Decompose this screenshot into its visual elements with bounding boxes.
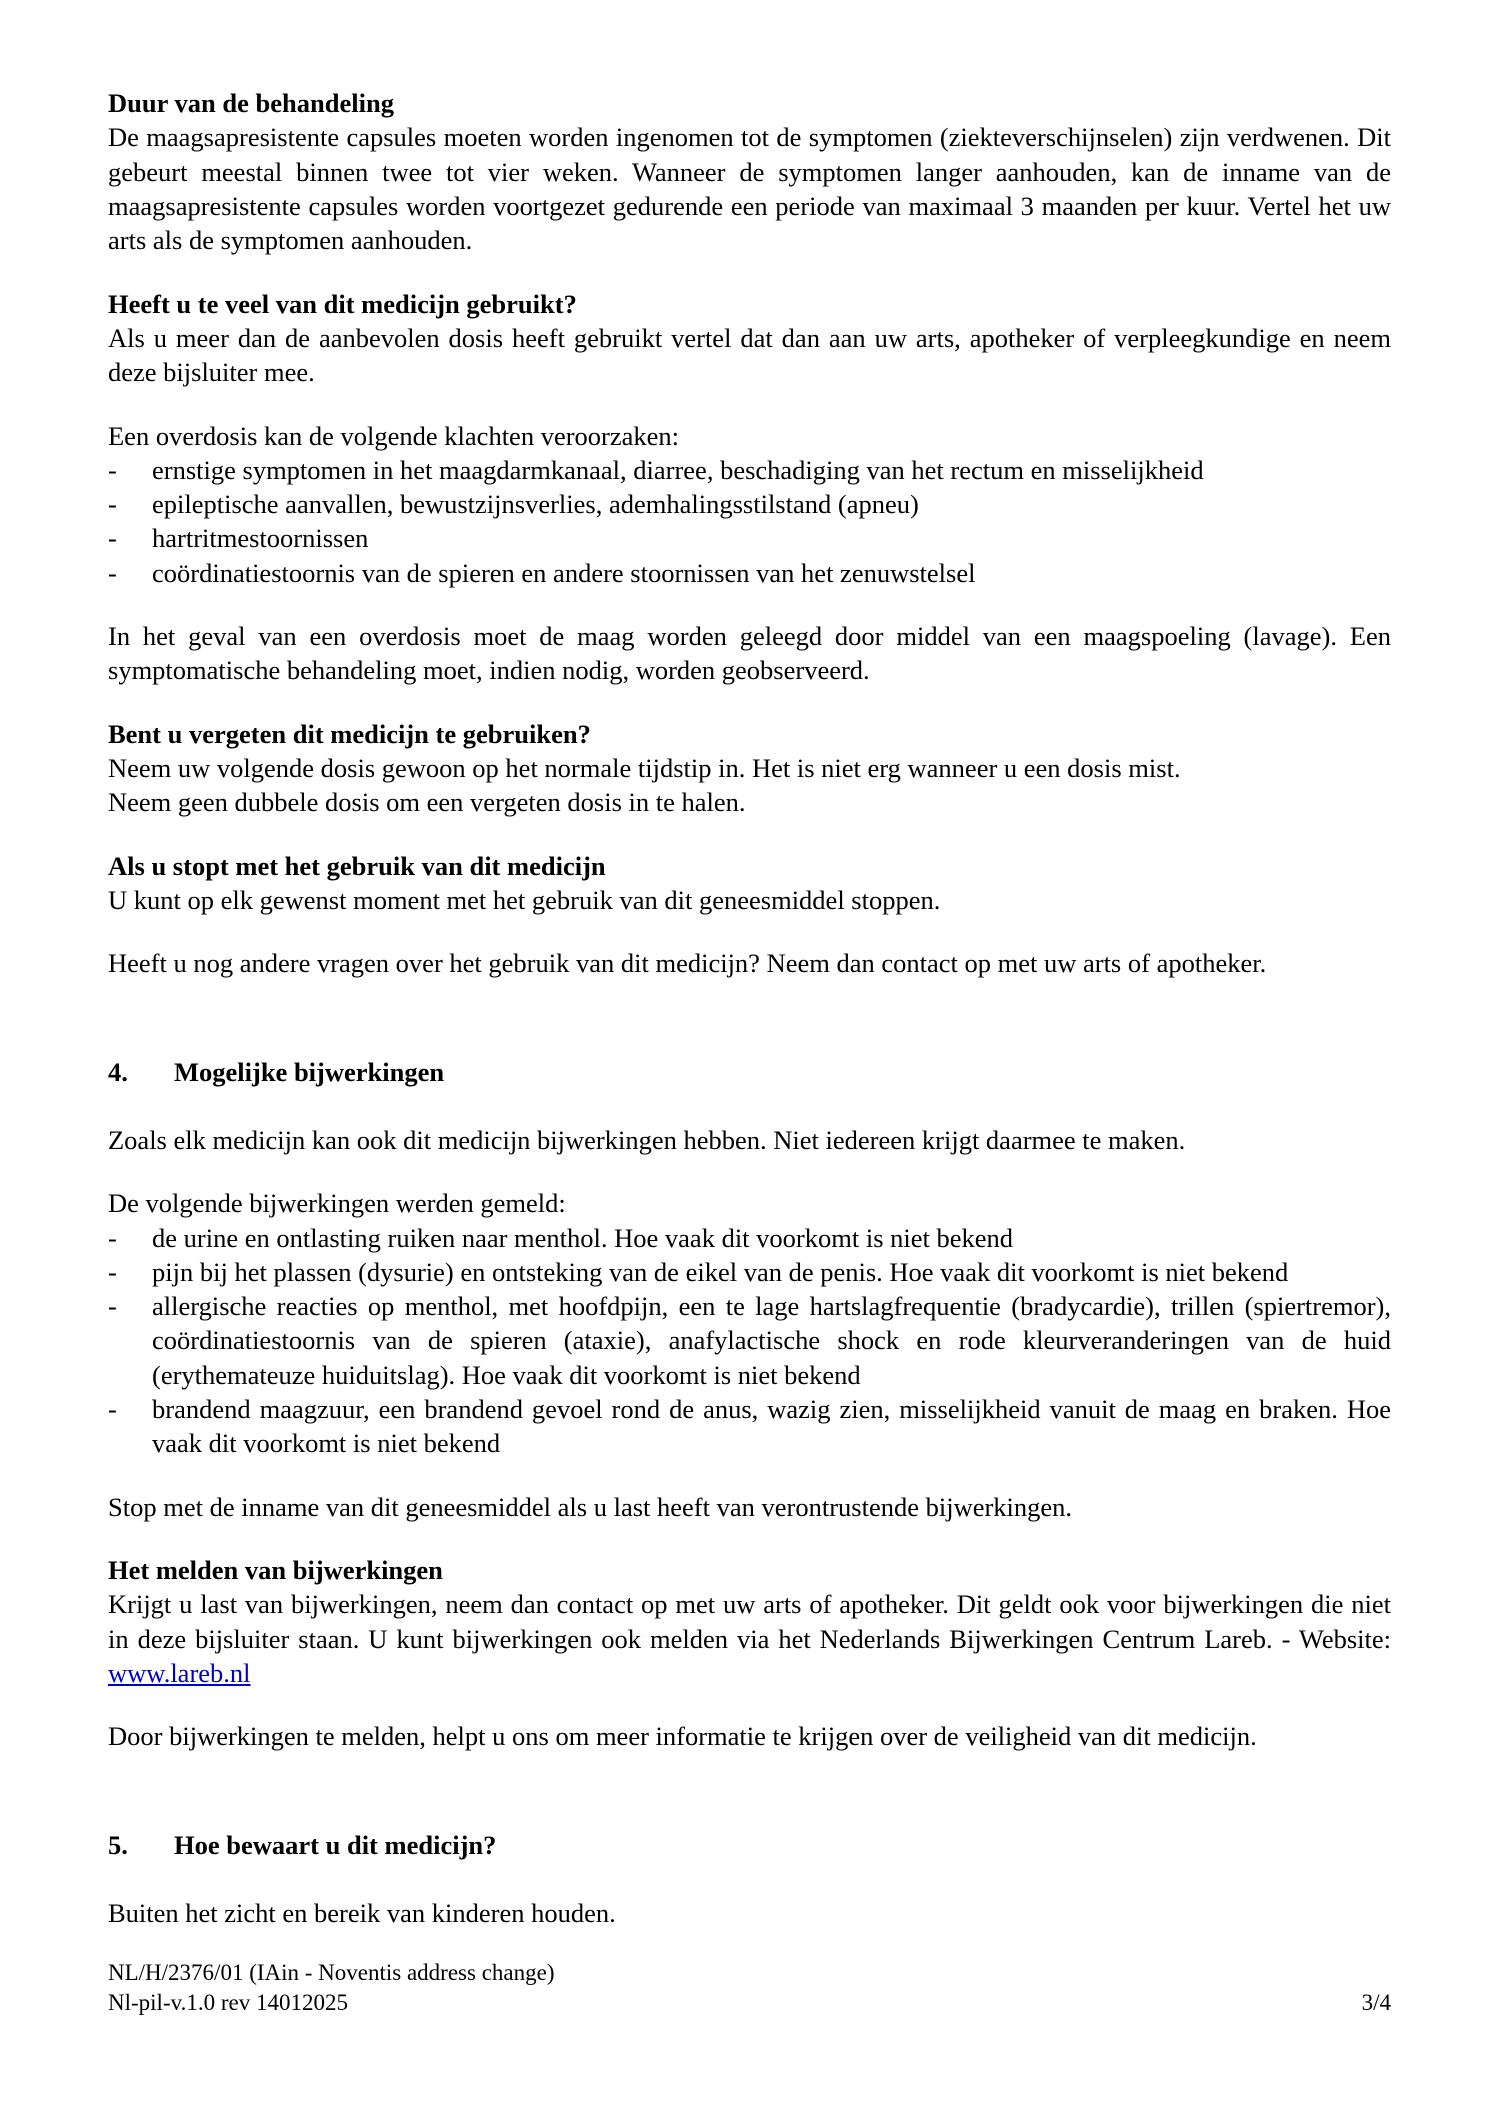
footer-version: Nl-pil-v.1.0 rev 14012025 [108,1990,348,2016]
list-item-text: pijn bij het plassen (dysurie) en ontsteking van de eikel van de penis. Hoe vaak dit voorkomt is niet bekend [152,1256,1289,1287]
paragraph-duration-body: De maagsapresistente capsules moeten worden ingenomen tot de symptomen (ziekteverschijnselen) zijn verdwenen. Dit gebeurt meestal binnen twee tot vier weken. Wanneer de symptomen langer aanhouden, kan de inname van de maagsapresistente capsules worden voortgezet gedurende een periode van maximaal 3 maanden per kuur. Vertel het uw arts als de symptomen aanhouden. [108,122,1391,256]
list-item-text: coördinatiestoornis van de spieren en andere stoornissen van het zenuwstelsel [152,557,976,588]
paragraph-overdose-body: Als u meer dan de aanbevolen dosis heeft gebruikt vertel dat dan aan uw arts, apotheker of verpleegkundige en neem deze bijsluiter mee. [108,322,1391,388]
heading-duration: Duur van de behandeling [108,88,394,118]
dash-bullet-icon: - [108,1291,117,1322]
footer-page-number: 3/4 [1361,1990,1391,2016]
spacer [108,590,1391,619]
spacer [108,258,1391,287]
paragraph-storage-body: Buiten het zicht en bereik van kinderen houden. [108,1897,616,1928]
spacer [108,1524,1391,1553]
dash-bullet-icon: - [108,1256,117,1287]
dash-bullet-icon: - [108,1394,117,1425]
list-item-text: hartritmestoornissen [152,523,369,554]
page-footer [108,1958,1391,2019]
footer-procedure-number: NL/H/2376/01 (IAin - Noventis address change) [108,1960,555,1985]
heading-missed-dose: Bent u vergeten dit medicijn te gebruiken? [108,718,591,749]
paragraph-overdose-list-intro: Een overdosis kan de volgende klachten veroorzaken: [108,420,680,451]
section-title: Hoe bewaart u dit medicijn? [174,1829,497,1860]
list-overdose-symptoms [108,453,1391,590]
spacer [108,390,1391,419]
heading-reporting: Het melden van bijwerkingen [108,1555,443,1585]
spacer [108,1862,1391,1896]
dash-bullet-icon: - [108,489,117,520]
footer-row-2 [108,1988,1391,2018]
lareb-website-link[interactable]: www.lareb.nl [108,1657,251,1688]
page-content [108,86,1391,1930]
heading-overdose: Heeft u te veel van dit medicijn gebruikt? [108,288,577,319]
list-item-text: epileptische aanvallen, bewustzijnsverlies, ademhalingsstilstand (apneu) [152,489,919,520]
heading-stopping: Als u stopt met het gebruik van dit medicijn [108,850,606,881]
list-item [108,1255,1391,1289]
spacer [108,688,1391,717]
reporting-body-text: Krijgt u last van bijwerkingen, neem dan contact op met uw arts of apotheker. Dit geldt ook voor bijwerkingen die niet in deze bijsluiter staan. U kunt bijwerkingen ook melden via het Nederlands Bijwerkingen Centrum Lareb. - Website: [108,1589,1391,1654]
list-item [108,521,1391,555]
list-item-text: allergische reacties op menthol, met hoofdpijn, een te lage hartslagfrequentie (bradycardie), trillen (spiertremor), coördinatiestoornis van de spieren (ataxie), anafylactische shock en rode kleurveranderingen van de huid (erythemateuze huiduitslag). Hoe vaak dit voorkomt is niet bekend [152,1291,1391,1390]
list-item [108,1289,1391,1392]
section-number: 5. [108,1829,128,1860]
spacer [108,917,1391,946]
paragraph-side-effects-closing: Stop met de inname van dit geneesmiddel als u last heeft van verontrustende bijwerkingen. [108,1491,1073,1522]
list-item [108,487,1391,521]
list-item-text: brandend maagzuur, een brandend gevoel rond de anus, wazig zien, misselijkheid vanuit de maag en braken. Hoe vaak dit voorkomt is niet bekend [152,1394,1391,1459]
paragraph-reporting-body [108,1587,1391,1690]
list-item [108,453,1391,487]
dash-bullet-icon: - [108,557,117,588]
paragraph-overdose-closing: In het geval van een overdosis moet de maag worden geleegd door middel van een maagspoeling (lavage). Een symptomatische behandeling moet, indien nodig, worden geobserveerd. [108,621,1391,686]
paragraph-missed-dose-line2: Neem geen dubbele dosis om een vergeten dosis in te halen. [108,787,746,818]
paragraph-side-effects-intro: Zoals elk medicijn kan ook dit medicijn bijwerkingen hebben. Niet iedereen krijgt daarmee te maken. [108,1124,1186,1155]
spacer [108,981,1391,1055]
paragraph-stopping-body: U kunt op elk gewenst moment met het gebruik van dit geneesmiddel stoppen. [108,884,941,915]
dash-bullet-icon: - [108,523,117,554]
section-heading-side-effects [108,1055,1391,1089]
spacer [108,1157,1391,1186]
list-item-text: ernstige symptomen in het maagdarmkanaal, diarree, beschadiging van het rectum en misselijkheid [152,454,1204,485]
paragraph-stopping-closing: Heeft u nog andere vragen over het gebruik van dit medicijn? Neem dan contact op met uw arts of apotheker. [108,948,1267,979]
list-item [108,556,1391,590]
footer-row-1 [108,1958,1391,1988]
list-item [108,1392,1391,1461]
paragraph-side-effects-list-intro: De volgende bijwerkingen werden gemeld: [108,1188,566,1219]
section-number: 4. [108,1056,128,1087]
paragraph-reporting-closing: Door bijwerkingen te melden, helpt u ons om meer informatie te krijgen over de veiligheid van dit medicijn. [108,1721,1257,1752]
list-side-effects [108,1221,1391,1461]
paragraph-missed-dose-line1: Neem uw volgende dosis gewoon op het normale tijdstip in. Het is niet erg wanneer u een dosis mist. [108,753,1181,783]
list-item-text: de urine en ontlasting ruiken naar menthol. Hoe vaak dit voorkomt is niet bekend [152,1222,1014,1253]
dash-bullet-icon: - [108,1222,117,1253]
section-heading-storage [108,1828,1391,1862]
section-title: Mogelijke bijwerkingen [174,1056,445,1087]
spacer [108,1089,1391,1123]
spacer [108,1690,1391,1719]
dash-bullet-icon: - [108,454,117,485]
list-item [108,1221,1391,1255]
spacer [108,820,1391,849]
spacer [108,1461,1391,1490]
spacer [108,1754,1391,1828]
